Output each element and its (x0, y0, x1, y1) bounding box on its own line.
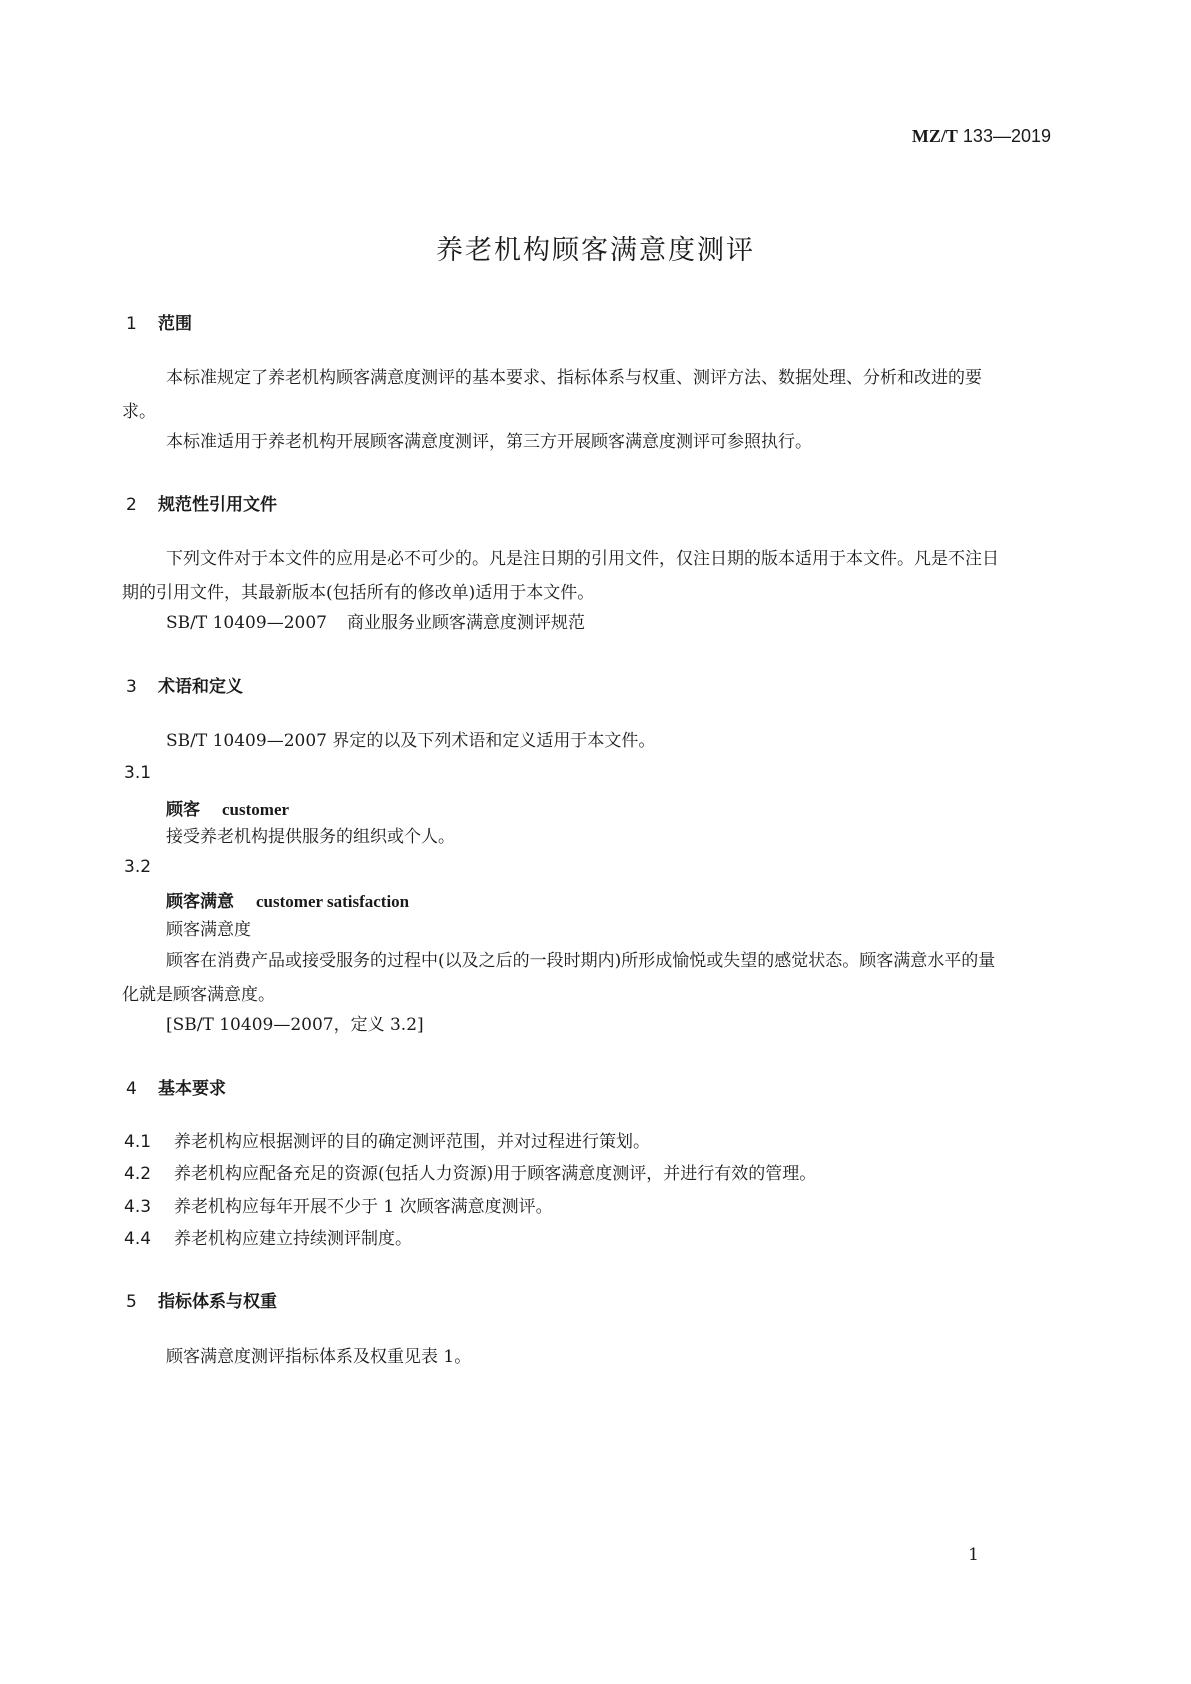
section-5-heading (126, 1287, 277, 1312)
reference-code: SB/T 10409—2007 (166, 613, 327, 633)
term-3-1-definition: 接受养老机构提供服务的组织或个人。 (166, 827, 455, 847)
section-title: 基本要求 (158, 1079, 226, 1099)
requirement-4-2 (124, 1157, 816, 1191)
term-3-2-synonym: 顾客满意度 (166, 920, 251, 940)
section-3-heading (126, 672, 243, 697)
section-2-heading (126, 490, 277, 515)
page-number: 1 (968, 1545, 979, 1565)
term-3-2-heading (166, 887, 409, 912)
document-title: 养老机构顾客满意度测评 (436, 235, 755, 266)
requirement-text: 养老机构应配备充足的资源(包括人力资源)用于顾客满意度测评，并进行有效的管理。 (174, 1164, 817, 1184)
section-number: 5 (126, 1292, 137, 1312)
term-3-1-heading (166, 795, 289, 820)
section-2-paragraph-1: 下列文件对于本文件的应用是必不可少的。凡是注日期的引用文件，仅注日期的版本适用于本文件。凡是不注日期的引用文件，其最新版本(包括所有的修改单)适用于本文件。 (122, 549, 999, 603)
section-1-heading (126, 309, 192, 334)
section-title: 指标体系与权重 (158, 1292, 277, 1312)
term-3-2-source: [SB/T 10409—2007，定义 3.2] (166, 1015, 424, 1035)
section-4-heading (126, 1074, 226, 1099)
term-chinese: 顾客满意 (166, 892, 234, 912)
section-number: 1 (126, 314, 137, 334)
section-title: 规范性引用文件 (158, 495, 277, 515)
requirement-number: 4.3 (124, 1197, 152, 1217)
reference-title: 商业服务业顾客满意度测评规范 (346, 613, 585, 633)
requirement-4-1 (124, 1125, 650, 1159)
term-3-2-definition: 顾客在消费产品或接受服务的过程中(以及之后的一段时期内)所形成愉悦或失望的感觉状态。顾客满意水平的量化就是顾客满意度。 (122, 951, 996, 1005)
term-3-1-number: 3.1 (124, 763, 152, 783)
section-number: 3 (126, 677, 137, 697)
requirement-text: 养老机构应建立持续测评制度。 (174, 1229, 412, 1249)
section-number: 2 (126, 495, 137, 515)
section-3-intro: SB/T 10409—2007 界定的以及下列术语和定义适用于本文件。 (166, 731, 656, 751)
section-title: 术语和定义 (158, 677, 243, 697)
normative-reference (166, 606, 585, 640)
section-5-paragraph-1: 顾客满意度测评指标体系及权重见表 1。 (166, 1347, 472, 1367)
section-title: 范围 (158, 314, 192, 334)
standard-code-number: 133—2019 (957, 126, 1051, 146)
requirement-4-3 (124, 1190, 553, 1224)
requirement-number: 4.1 (124, 1132, 152, 1152)
term-chinese: 顾客 (166, 800, 200, 820)
standard-code-prefix: MZ/T (911, 126, 958, 146)
section-1-paragraph-2: 本标准适用于养老机构开展顾客满意度测评，第三方开展顾客满意度测评可参照执行。 (166, 432, 812, 452)
term-3-2-number: 3.2 (124, 857, 152, 877)
standard-code (912, 126, 1051, 147)
requirement-text: 养老机构应每年开展不少于 1 次顾客满意度测评。 (174, 1197, 553, 1217)
section-number: 4 (126, 1079, 137, 1099)
requirement-number: 4.2 (124, 1164, 152, 1184)
requirement-4-4 (124, 1222, 412, 1256)
section-1-paragraph-1: 本标准规定了养老机构顾客满意度测评的基本要求、指标体系与权重、测评方法、数据处理、分析和改进的要求。 (122, 368, 982, 422)
term-english: customer satisfaction (256, 892, 410, 911)
term-english: customer (222, 800, 290, 819)
requirement-number: 4.4 (124, 1229, 152, 1249)
requirement-text: 养老机构应根据测评的目的确定测评范围，并对过程进行策划。 (174, 1132, 650, 1152)
